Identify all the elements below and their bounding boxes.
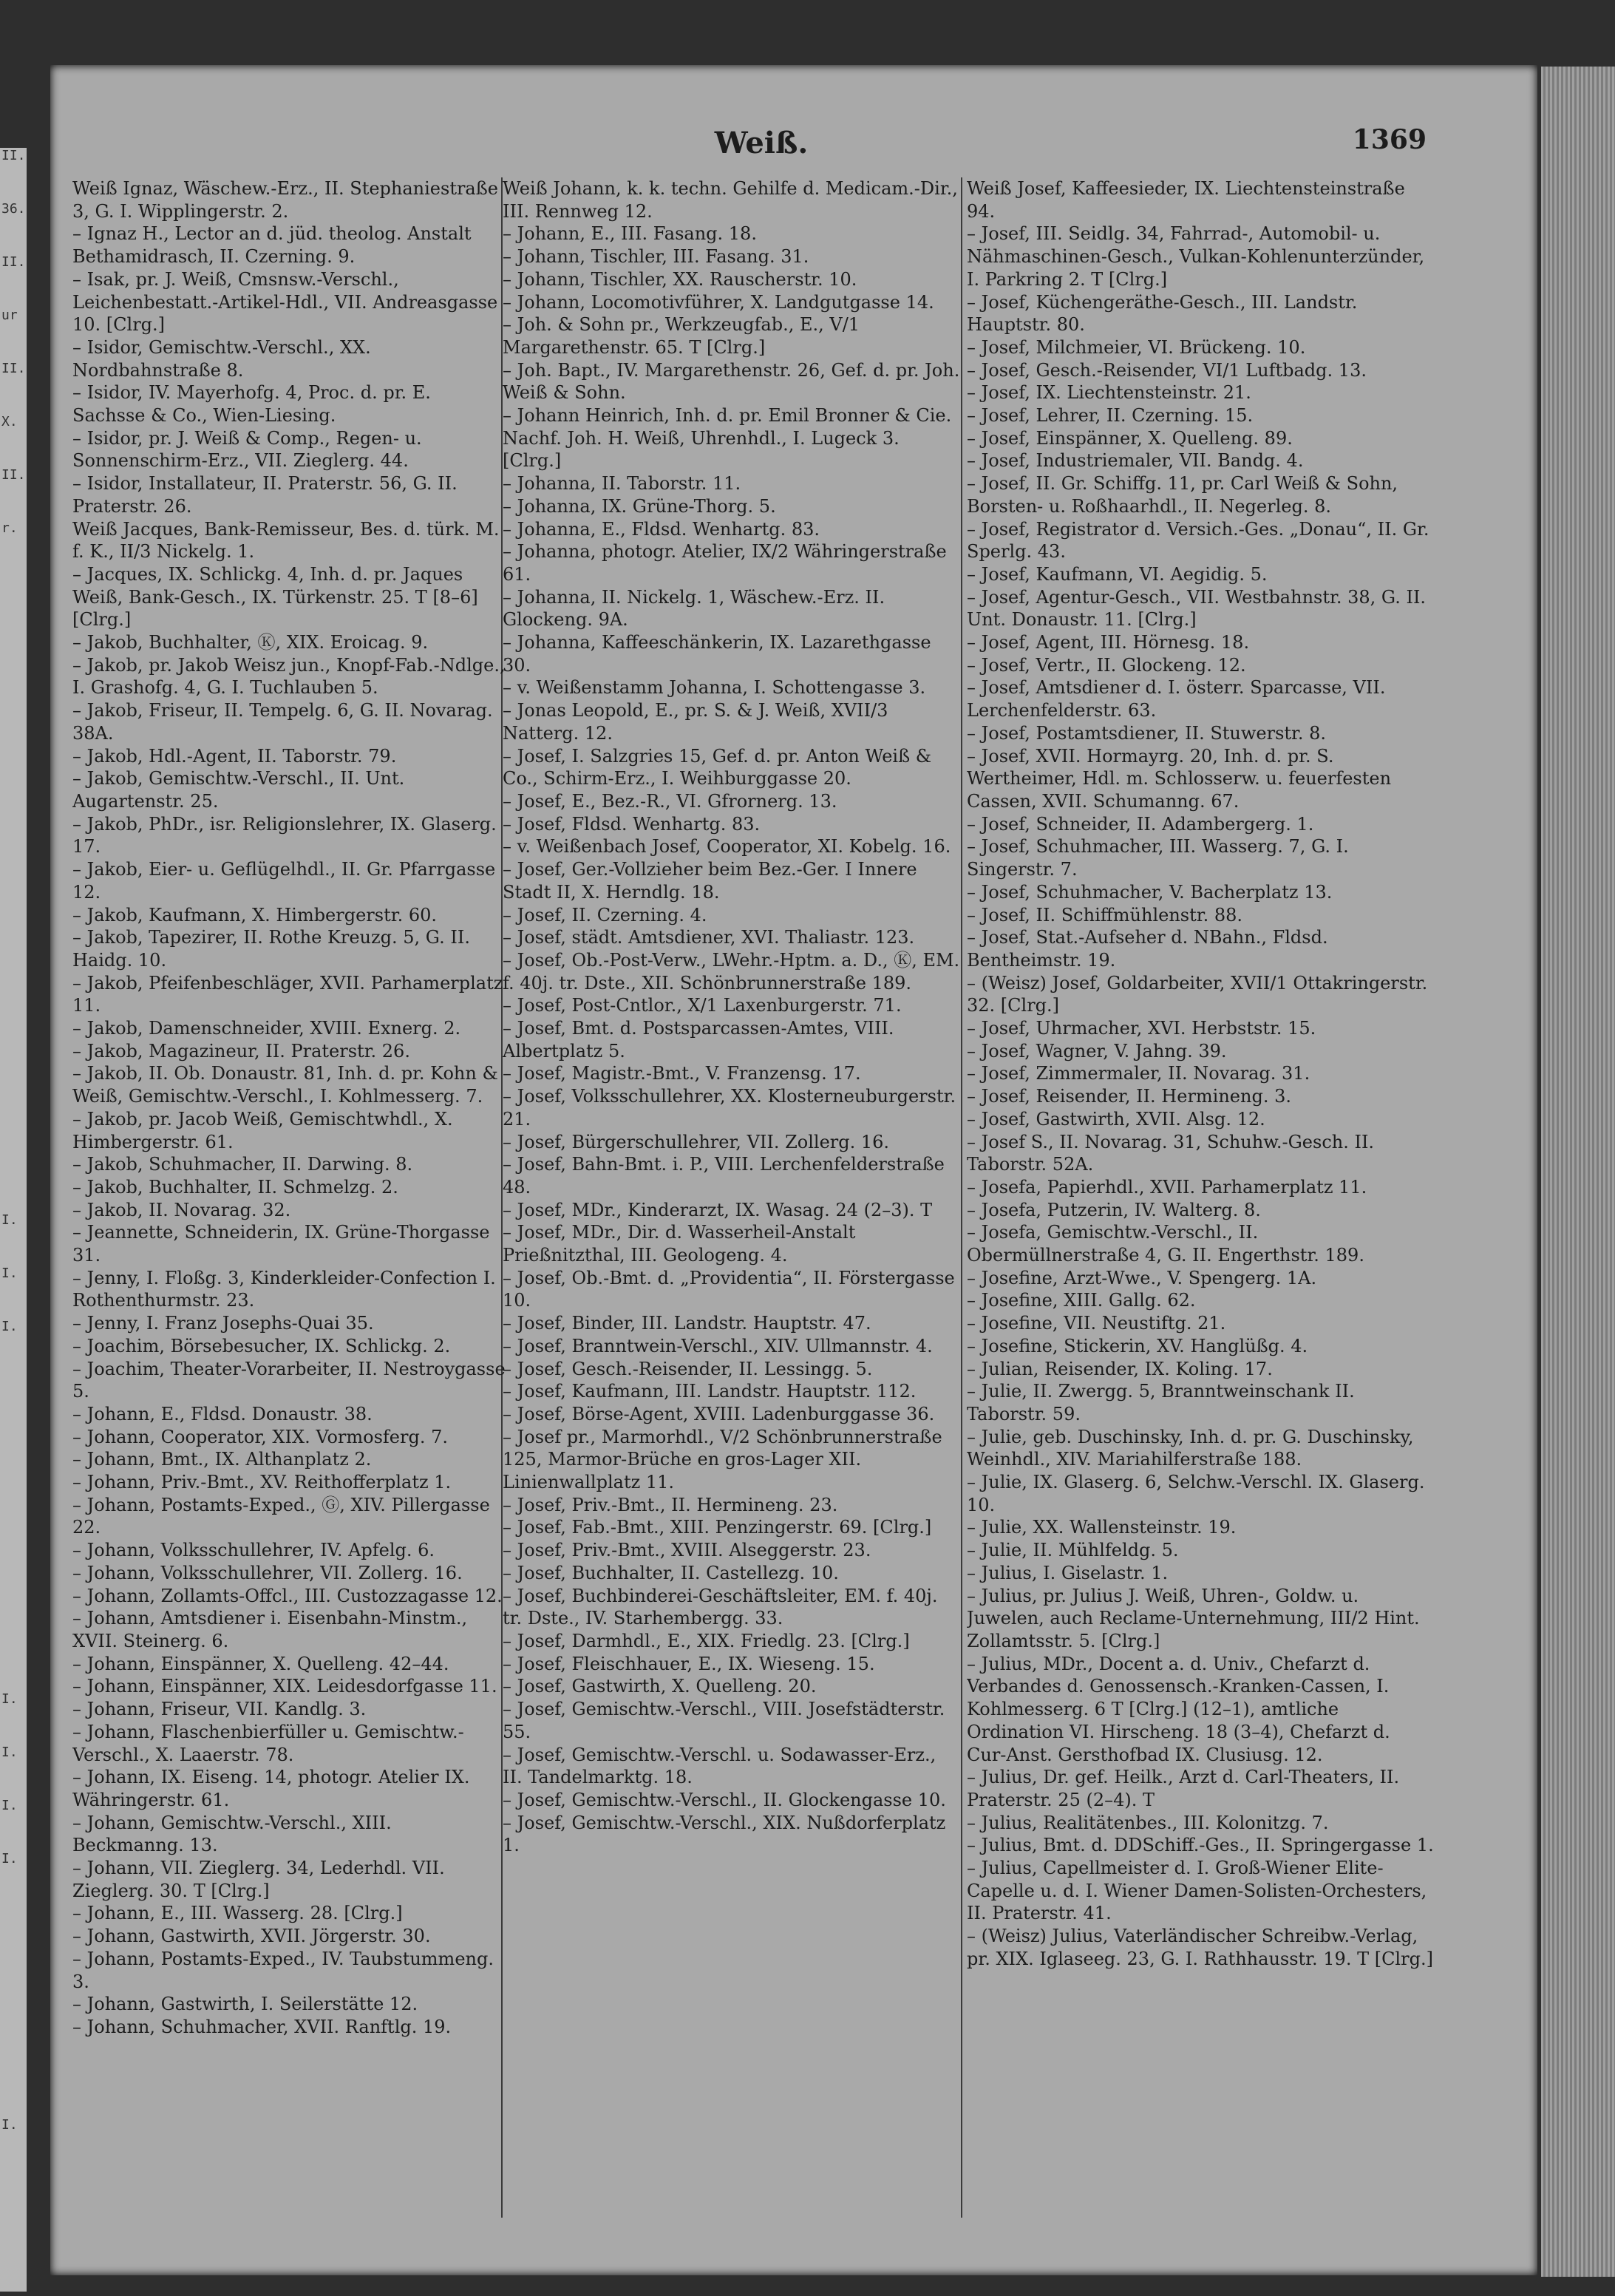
adjacent-page-fragment (0, 680, 27, 733)
directory-entry: – Josef, Industriemaler, VII. Bandg. 4. (967, 450, 1304, 472)
directory-entry: – Isak, pr. J. Weiß, Cmsnsw.-Verschl., Leichenbestatt.-Artikel-Hdl., VII. Andreasgasse 10. [Clrg.] (72, 268, 498, 336)
directory-entry: – Johann, Volksschullehrer, VII. Zollerg. 16. (72, 1562, 463, 1583)
directory-entry: – Josef, III. Seidlg. 34, Fahrrad-, Automobil- u. Nähmaschinen-Gesch., Vulkan-Kohlenunterzünder, I. Parkring 2. T [Clrg.] (967, 223, 1425, 290)
directory-entry: – Josef, Ob.-Post-Verw., LWehr.-Hptm. a. D., Ⓚ, EM. f. 40j. tr. Dste., XII. Schönbrunnerstraße 189. (503, 949, 960, 994)
directory-entry: – Josef, Post-Cntlor., X/1 Laxenburgerstr. 71. (503, 995, 902, 1016)
directory-entry: – Josef, Fleischhauer, E., IX. Wieseng. 15. (503, 1653, 875, 1674)
directory-entry: – Josef, Gesch.-Reisender, VI/1 Luftbadg. 13. (967, 359, 1367, 381)
directory-entry: – Josefine, Arzt-Wwe., V. Spengerg. 1A. (967, 1267, 1317, 1288)
adjacent-page-fragment (0, 840, 27, 893)
directory-entry: – Josef, Registrator d. Versich.-Ges. „Donau“, II. Gr. Sperlg. 43. (967, 518, 1429, 563)
directory-entry: – Johann, Tischler, III. Fasang. 31. (503, 246, 809, 268)
directory-entry: – Josefine, XIII. Gallg. 62. (967, 1290, 1196, 1311)
directory-entry: – Johanna, Kaffeeschänkerin, IX. Lazarethgasse 30. (503, 632, 931, 676)
directory-entry: – Johann, Gemischtw.-Verschl., XIII. Beckmanng. 13. (72, 1812, 392, 1856)
directory-entry: – Johann, E., Fldsd. Donaustr. 38. (72, 1403, 373, 1424)
directory-entry: – Josef, Priv.-Bmt., XVIII. Alseggerstr. 23. (503, 1540, 871, 1561)
adjacent-page-fragment: II. (1, 148, 26, 163)
directory-entry: – Johanna, photogr. Atelier, IX/2 Währingerstraße 61. (503, 541, 947, 585)
directory-entry: – Josef, E., Bez.-R., VI. Gfrornerg. 13. (503, 790, 837, 812)
directory-entry: – Julius, Bmt. d. DDSchiff.-Ges., II. Springergasse 1. (967, 1835, 1434, 1856)
directory-entry: – Johann, Priv.-Bmt., XV. Reithofferplatz 1. (72, 1472, 452, 1493)
directory-entry: – Jakob, Tapezirer, II. Rothe Kreuzg. 5, G. II. Haidg. 10. (72, 927, 470, 971)
directory-entry: – Jakob, II. Novarag. 32. (72, 1199, 291, 1220)
directory-entry: – Josef, Bmt. d. Postsparcassen-Amtes, VIII. Albertplatz 5. (503, 1018, 894, 1062)
directory-entry: – Jakob, pr. Jacob Weiß, Gemischtwhdl., X. Himbergerstr. 61. (72, 1108, 453, 1152)
directory-entry: – Johann, Friseur, VII. Kandlg. 3. (72, 1699, 367, 1720)
directory-entry: – Josef, Gastwirth, X. Quelleng. 20. (503, 1676, 817, 1697)
directory-entry: – Jakob, Friseur, II. Tempelg. 6, G. II. Novarag. 38A. (72, 700, 493, 744)
directory-entry: – Ignaz H., Lector an d. jüd. theolog. Anstalt Bethamidrasch, II. Czerning. 9. (72, 223, 472, 268)
directory-entry: – Johanna, II. Taborstr. 11. (503, 473, 741, 495)
page-number: 1369 (1352, 124, 1427, 155)
column-2 (503, 177, 961, 2173)
page-title: Weiß. (714, 126, 809, 160)
adjacent-page-fragment (0, 1957, 27, 2011)
directory-entry: – Josef, Priv.-Bmt., II. Hermineng. 23. (503, 1494, 838, 1515)
directory-entry: – Josef, Bürgerschullehrer, VII. Zollerg. 16. (503, 1131, 890, 1152)
directory-entry: – Josef, Ob.-Bmt. d. „Providentia“, II. Förstergasse 10. (503, 1267, 955, 1311)
directory-entry: – (Weisz) Josef, Goldarbeiter, XVII/1 Ottakringerstr. 32. [Clrg.] (967, 972, 1428, 1016)
directory-entry: – Josef, Amtsdiener d. I. österr. Sparcasse, VII. Lerchenfelderstr. 63. (967, 677, 1386, 721)
directory-entry: – Josef, Gemischtw.-Verschl., VIII. Josefstädterstr. 55. (503, 1699, 945, 1742)
directory-entry: – Josef, Schuhmacher, V. Bacherplatz 13. (967, 881, 1333, 903)
directory-entry: – Josef, Kaufmann, VI. Aegidig. 5. (967, 563, 1268, 585)
adjacent-page-fragment: II. (1, 361, 26, 376)
adjacent-page-fragment (0, 1425, 27, 1478)
directory-entry: – Josef, Volksschullehrer, XX. Klosterneuburgerstr. 21. (503, 1086, 956, 1130)
directory-entry: – Josef, Gemischtw.-Verschl., XIX. Nußdorferplatz 1. (503, 1812, 946, 1856)
directory-entry: Weiß Jacques, Bank-Remisseur, Bes. d. türk. M. f. K., II/3 Nickelg. 1. (72, 518, 500, 563)
directory-entry: – Johann, Schuhmacher, XVII. Ranftlg. 19. (72, 2016, 452, 2037)
adjacent-page-fragment (0, 1106, 27, 1159)
adjacent-page-fragment: ur (1, 308, 18, 323)
directory-entry: – Josef, Gemischtw.-Verschl. u. Sodawasser-Erz., II. Tandelmarktg. 18. (503, 1744, 936, 1788)
directory-entry: – Josef, städt. Amtsdiener, XVI. Thaliastr. 123. (503, 927, 915, 948)
adjacent-page-fragment: II. (1, 467, 26, 483)
directory-entry: – v. Weißenstamm Johanna, I. Schottengasse 3. (503, 677, 926, 699)
directory-entry: – Jakob, Kaufmann, X. Himbergerstr. 60. (72, 904, 437, 925)
directory-entry: – Josefine, Stickerin, XV. Hanglüßg. 4. (967, 1335, 1308, 1356)
directory-entry: – Josef, XVII. Hormayrg. 20, Inh. d. pr. S. Wertheimer, Hdl. m. Schlosserw. u. feuerfesten Cassen, XVII. Schumanng. 67. (967, 745, 1392, 812)
directory-entry: – Isidor, pr. J. Weiß & Comp., Regen- u. Sonnenschirm-Erz., VII. Zieglerg. 44. (72, 427, 422, 472)
adjacent-page-fragment: I. (1, 1745, 18, 1760)
directory-entry: – Josef, Schuhmacher, III. Wasserg. 7, G. I. Singerstr. 7. (967, 836, 1349, 880)
column-divider (961, 177, 962, 2218)
directory-entry: – Joachim, Theater-Vorarbeiter, II. Nestroygasse 5. (72, 1358, 506, 1402)
directory-entry: – Josef, Wagner, V. Jahng. 39. (967, 1040, 1227, 1062)
directory-entry: – Josef, Fab.-Bmt., XIII. Penzingerstr. 69. [Clrg.] (503, 1517, 932, 1538)
directory-entry: – Josef, Börse-Agent, XVIII. Ladenburggasse 36. (503, 1403, 935, 1424)
adjacent-page-edge (0, 148, 27, 2292)
directory-entry: – Jakob, II. Ob. Donaustr. 81, Inh. d. pr. Kohn & Weiß, Gemischtw.-Verschl., I. Kohlmesserg. 7. (72, 1063, 498, 1107)
directory-entry: – Josef, Gesch.-Reisender, II. Lessingg. 5. (503, 1358, 873, 1379)
directory-entry: – Josefine, VII. Neustiftg. 21. (967, 1313, 1226, 1334)
column-1 (72, 177, 509, 2173)
directory-entry: – Jakob, Eier- u. Geflügelhdl., II. Gr. Pfarrgasse 12. (72, 859, 496, 903)
directory-entry: – Johann, Flaschenbierfüller u. Gemischtw.-Verschl., X. Laaerstr. 78. (72, 1721, 464, 1765)
directory-entry: – Josef, Postamtsdiener, II. Stuwerstr. 8. (967, 722, 1327, 744)
directory-entry: – Johann, Zollamts-Offcl., III. Custozzagasse 12. (72, 1585, 503, 1606)
page-stack-edge (1541, 67, 1615, 2277)
directory-entry: – Josef, II. Czerning. 4. (503, 904, 707, 925)
adjacent-page-fragment: r. (1, 520, 18, 536)
directory-entry: – Jenny, I. Floßg. 3, Kinderkleider-Confection I. Rothenthurmstr. 23. (72, 1267, 496, 1311)
adjacent-page-fragment (0, 893, 27, 946)
directory-entry: – Julius, Dr. gef. Heilk., Arzt d. Carl-Theaters, II. Praterstr. 25 (2–4). T (967, 1767, 1400, 1810)
directory-entry: – Josefa, Gemischtw.-Verschl., II. Obermüllnerstraße 4, G. II. Engerthstr. 189. (967, 1222, 1364, 1266)
directory-entry: – Josef, Küchengeräthe-Gesch., III. Landstr. Hauptstr. 80. (967, 291, 1358, 336)
adjacent-page-fragment: I. (1, 1319, 18, 1334)
adjacent-page-fragment (0, 627, 27, 680)
adjacent-page-fragment: 36. (1, 201, 26, 217)
directory-entry: – Julius, MDr., Docent a. d. Univ., Chefarzt d. Verbandes d. Genossensch.-Kranken-Cassen, I. Kohlmesserg. 6 T [Clrg.] (12–1), amtliche Ordination VI. Hirscheng. 18 (3–4), Chefarzt d. Cur-Anst. Gersthofbad IX. Clusiusg. 12. (967, 1653, 1390, 1765)
directory-entry: – Josef, IX. Liechtensteinstr. 21. (967, 382, 1251, 404)
adjacent-page-fragment (0, 1159, 27, 1212)
directory-entry: – Julius, Capellmeister d. I. Groß-Wiener Elite-Capelle u. d. I. Wiener Damen-Solisten-Orchesters, II. Praterstr. 41. (967, 1858, 1427, 1924)
directory-entry: – Josef, II. Schiffmühlenstr. 88. (967, 904, 1243, 925)
directory-entry: – Jonas Leopold, E., pr. S. & J. Weiß, XVII/3 Natterg. 12. (503, 700, 888, 744)
directory-entry: – Johann, Cooperator, XIX. Vormosferg. 7. (72, 1426, 448, 1447)
directory-entry: – Josef, Gemischtw.-Verschl., II. Glockengasse 10. (503, 1789, 946, 1810)
directory-entry: – Jenny, I. Franz Josephs-Quai 35. (72, 1313, 374, 1334)
directory-entry: – Johann, Gastwirth, XVII. Jörgerstr. 30. (72, 1926, 431, 1947)
directory-entry: – Josef, Binder, III. Landstr. Hauptstr. 47. (503, 1313, 871, 1334)
directory-entry: – Josef, Kaufmann, III. Landstr. Hauptstr. 112. (503, 1381, 917, 1402)
directory-entry: – Josef, Agentur-Gesch., VII. Westbahnstr. 38, G. II. Unt. Donaustr. 11. [Clrg.] (967, 586, 1427, 631)
directory-entry: Weiß Ignaz, Wäschew.-Erz., II. Stephaniestraße 3, G. I. Wipplingerstr. 2. (72, 178, 498, 222)
adjacent-page-fragment (0, 1585, 27, 1638)
directory-entry: – Julius, I. Giselastr. 1. (967, 1562, 1169, 1583)
directory-entry: – Johann, Postamts-Exped., IV. Taubstummeng. 3. (72, 1948, 494, 1992)
adjacent-page-fragment (0, 2011, 27, 2064)
directory-entry: – Josef, II. Gr. Schiffg. 11, pr. Carl Weiß & Sohn, Borsten- u. Roßhaarhdl., II. Negerleg. 8. (967, 473, 1398, 517)
directory-entry: – Josef, Fldsd. Wenhartg. 83. (503, 813, 761, 835)
directory-entry: – Isidor, Installateur, II. Praterstr. 56, G. II. Praterstr. 26. (72, 473, 458, 517)
adjacent-page-fragment (0, 2064, 27, 2117)
directory-entry: – Jacques, IX. Schlickg. 4, Inh. d. pr. Jaques Weiß, Bank-Gesch., IX. Türkenstr. 25. T [8–6] [Clrg.] (72, 563, 478, 631)
directory-entry: – Johann, VII. Zieglerg. 34, Lederhdl. VII. Zieglerg. 30. T [Clrg.] (72, 1858, 445, 1901)
directory-entry: – Jakob, Buchhalter, II. Schmelzg. 2. (72, 1176, 398, 1198)
directory-entry: – Johanna, E., Fldsd. Wenhartg. 83. (503, 518, 820, 540)
directory-entry: – Johanna, II. Nickelg. 1, Wäschew.-Erz. II. Glockeng. 9A. (503, 586, 885, 631)
directory-entry: – Jakob, Buchhalter, Ⓚ, XIX. Eroicag. 9. (72, 632, 429, 653)
adjacent-page-fragment (0, 733, 27, 787)
adjacent-page-fragment (0, 1638, 27, 1691)
directory-entry: – Johann, Locomotivführer, X. Landgutgasse 14. (503, 291, 934, 313)
directory-entry: – Joachim, Börsebesucher, IX. Schlickg. 2. (72, 1335, 451, 1356)
directory-entry: – Joh. & Sohn pr., Werkzeugfab., E., V/1 Margarethenstr. 65. T [Clrg.] (503, 314, 860, 358)
directory-entry: – Joh. Bapt., IV. Margarethenstr. 26, Gef. d. pr. Joh. Weiß & Sohn. (503, 359, 960, 404)
directory-entry: – Julie, II. Mühlfeldg. 5. (967, 1540, 1179, 1561)
directory-entry: – Johann Heinrich, Inh. d. pr. Emil Bronner & Cie. Nachf. Joh. H. Weiß, Uhrenhdl., I. Lugeck 3. [Clrg.] (503, 405, 952, 472)
adjacent-page-fragment (0, 1532, 27, 1585)
directory-entry: – Julie, II. Zwergg. 5, Branntweinschank II. Taborstr. 59. (967, 1381, 1355, 1424)
adjacent-page-fragment: I. (1, 1691, 18, 1707)
directory-entry: – Johann, IX. Eiseng. 14, photogr. Atelier IX. Währingerstr. 61. (72, 1767, 470, 1810)
directory-entry: – Jakob, Hdl.-Agent, II. Taborstr. 79. (72, 745, 397, 767)
adjacent-page-fragment: I. (1, 2117, 18, 2133)
directory-entry: – Johann, Tischler, XX. Rauscherstr. 10. (503, 268, 857, 290)
adjacent-page-fragment: I. (1, 1798, 18, 1813)
directory-entry: – Johann, Gastwirth, I. Seilerstätte 12. (72, 1994, 418, 2015)
directory-entry: – Josef, Gastwirth, XVII. Alsg. 12. (967, 1108, 1265, 1130)
directory-entry: – Johann, E., III. Wasserg. 28. [Clrg.] (72, 1903, 403, 1924)
directory-entry: – Josefa, Putzerin, IV. Walterg. 8. (967, 1199, 1261, 1220)
directory-entry: Weiß Josef, Kaffeesieder, IX. Liechtensteinstraße 94. (967, 178, 1405, 222)
directory-entry: – Isidor, IV. Mayerhofg. 4, Proc. d. pr. E. Sachsse & Co., Wien-Liesing. (72, 382, 431, 427)
directory-entry: – Josef, MDr., Dir. d. Wasserheil-Anstalt Prießnitzthal, III. Geologeng. 4. (503, 1222, 856, 1266)
directory-entry: – Johann, Postamts-Exped., Ⓖ, XIV. Pillergasse 22. (72, 1494, 490, 1538)
directory-entry: – Josef, Agent, III. Hörnesg. 18. (967, 632, 1250, 653)
directory-entry: – Josef S., II. Novarag. 31, Schuhw.-Gesch. II. Taborstr. 52A. (967, 1131, 1375, 1175)
directory-entry: – Josef, Buchbinderei-Geschäftsleiter, EM. f. 40j. tr. Dste., IV. Starhembergg. 33. (503, 1585, 938, 1629)
adjacent-page-fragment (0, 1904, 27, 1957)
directory-entry: – (Weisz) Julius, Vaterländischer Schreibw.-Verlag, pr. XIX. Iglaseeg. 23, G. I. Rathhausstr. 19. T [Clrg.] (967, 1926, 1433, 1969)
directory-entry: – Johann, E., III. Fasang. 18. (503, 223, 757, 245)
directory-entry: – Julie, XX. Wallensteinstr. 19. (967, 1517, 1237, 1538)
adjacent-page-fragment (0, 946, 27, 999)
directory-entry: – Julie, geb. Duschinsky, Inh. d. pr. G. Duschinsky, Weinhdl., XIV. Mariahilferstraße 188. (967, 1426, 1414, 1470)
directory-entry: – Josef pr., Marmorhdl., V/2 Schönbrunnerstraße 125, Marmor-Brüche en gros-Lager XII. Linienwallplatz 11. (503, 1426, 942, 1493)
directory-entry: – Jakob, PhDr., isr. Religionslehrer, IX. Glaserg. 17. (72, 813, 497, 857)
directory-entry: – Jakob, pr. Jakob Weisz jun., Knopf-Fab.-Ndlge., I. Grashofg. 4, G. I. Tuchlauben 5. (72, 654, 506, 699)
directory-entry: – Jakob, Damenschneider, XVIII. Exnerg. 2. (72, 1018, 461, 1039)
directory-entry: – Josef, Bahn-Bmt. i. P., VIII. Lerchenfelderstraße 48. (503, 1154, 945, 1198)
directory-entry: – Julius, pr. Julius J. Weiß, Uhren-, Goldw. u. Juwelen, auch Reclame-Unternehmung, III/2 Hint. Zollamtsstr. 5. [Clrg.] (967, 1585, 1420, 1651)
directory-entry: – Johann, Bmt., IX. Althanplatz 2. (72, 1449, 372, 1470)
directory-entry: – Josefa, Papierhdl., XVII. Parhamerplatz 11. (967, 1176, 1367, 1198)
directory-entry: – Josef, Lehrer, II. Czerning. 15. (967, 405, 1254, 427)
directory-entry: – Josef, I. Salzgries 15, Gef. d. pr. Anton Weiß & Co., Schirm-Erz., I. Weihburggasse 20. (503, 745, 932, 789)
directory-entry: – Julius, Realitätenbes., III. Kolonitzg. 7. (967, 1812, 1329, 1833)
directory-entry: – Josef, Einspänner, X. Quelleng. 89. (967, 427, 1293, 449)
directory-entry: – Josef, Schneider, II. Adambergerg. 1. (967, 813, 1314, 835)
directory-entry: – Jeannette, Schneiderin, IX. Grüne-Thorgasse 31. (72, 1222, 490, 1266)
directory-entry: – Josef, Milchmeier, VI. Brückeng. 10. (967, 336, 1306, 358)
directory-entry: – Johanna, IX. Grüne-Thorg. 5. (503, 495, 776, 517)
adjacent-page-fragment: II. (1, 254, 26, 270)
directory-entry: – Josef, Ger.-Vollzieher beim Bez.-Ger. I Innere Stadt II, X. Herndlg. 18. (503, 859, 917, 903)
directory-entry: – Josef, MDr., Kinderarzt, IX. Wasag. 24 (2–3). T (503, 1199, 933, 1220)
directory-entry: – Isidor, Gemischtw.-Verschl., XX. Nordbahnstraße 8. (72, 336, 371, 381)
directory-entry: Weiß Johann, k. k. techn. Gehilfe d. Medicam.-Dir., III. Rennweg 12. (503, 178, 958, 222)
adjacent-page-fragment (0, 574, 27, 627)
adjacent-page-fragment: I. (1, 1212, 18, 1228)
directory-entry: – Johann, Volksschullehrer, IV. Apfelg. 6. (72, 1540, 435, 1561)
directory-entry: – Jakob, Magazineur, II. Praterstr. 26. (72, 1040, 410, 1062)
directory-entry: – Josef, Magistr.-Bmt., V. Franzensg. 17. (503, 1063, 861, 1084)
directory-entry: – Josef, Darmhdl., E., XIX. Friedlg. 23. [Clrg.] (503, 1631, 910, 1651)
adjacent-page-fragment (0, 1372, 27, 1425)
adjacent-page-fragment (0, 1053, 27, 1106)
adjacent-page-fragment: I. (1, 1851, 18, 1867)
directory-entry: – Jakob, Pfeifenbeschläger, XVII. Parhamerplatz 11. (72, 972, 503, 1016)
directory-entry: – Johann, Einspänner, XIX. Leidesdorfgasse 11. (72, 1676, 497, 1697)
adjacent-page-fragment (0, 999, 27, 1053)
directory-entry: – Josef, Reisender, II. Hermineng. 3. (967, 1086, 1291, 1107)
adjacent-page-fragment: X. (1, 414, 18, 429)
column-3 (967, 177, 1434, 2173)
adjacent-page-fragment: I. (1, 1266, 18, 1281)
adjacent-page-fragment (0, 1478, 27, 1532)
directory-entry: – Josef, Buchhalter, II. Castellezg. 10. (503, 1562, 839, 1583)
directory-entry: – Josef, Stat.-Aufseher d. NBahn., Fldsd. Bentheimstr. 19. (967, 927, 1328, 971)
adjacent-page-fragment (0, 787, 27, 840)
directory-entry: – Julie, IX. Glaserg. 6, Selchw.-Verschl. IX. Glaserg. 10. (967, 1472, 1425, 1515)
directory-entry: – Josef, Zimmermaler, II. Novarag. 31. (967, 1063, 1310, 1084)
directory-entry: – Johann, Amtsdiener i. Eisenbahn-Minstm., XVII. Steinerg. 6. (72, 1608, 468, 1651)
directory-entry: – Jakob, Gemischtw.-Verschl., II. Unt. Augartenstr. 25. (72, 768, 405, 812)
directory-entry: – Julian, Reisender, IX. Koling. 17. (967, 1358, 1273, 1379)
directory-entry: – Josef, Branntwein-Verschl., XIV. Ullmannstr. 4. (503, 1335, 933, 1356)
directory-entry: – Jakob, Schuhmacher, II. Darwing. 8. (72, 1154, 413, 1175)
directory-entry: – v. Weißenbach Josef, Cooperator, XI. Kobelg. 16. (503, 836, 951, 857)
directory-entry: – Johann, Einspänner, X. Quelleng. 42–44. (72, 1653, 449, 1674)
directory-entry: – Josef, Vertr., II. Glockeng. 12. (967, 654, 1246, 676)
directory-entry: – Josef, Uhrmacher, XVI. Herbststr. 15. (967, 1018, 1316, 1039)
